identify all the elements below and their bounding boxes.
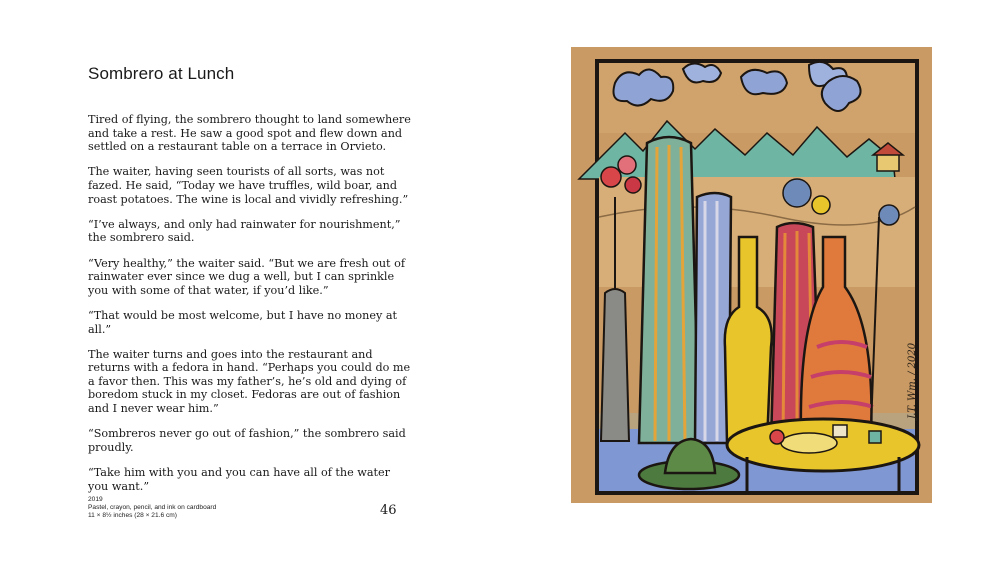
page-number: 46	[380, 503, 397, 518]
paragraph: “Sombreros never go out of fashion,” the sombrero said proudly.	[88, 427, 406, 454]
story-text	[88, 113, 412, 505]
paragraph: “Very healthy,” the waiter said. “But we are fresh out of rainwater ever since we dug a well, but I can sprinkle you with some of that water, if you’d like.”	[88, 256, 405, 297]
paragraph: The waiter, having seen tourists of all sorts, was not fazed. He said, “Today we have truffles, wild boar, and roast potatoes. The wine is local and vividly refreshing.”	[88, 165, 409, 206]
paragraph: “That would be most welcome, but I have no money at all.”	[88, 308, 397, 336]
artwork-illustration	[571, 47, 932, 503]
paragraph: Tired of flying, the sombrero thought to land somewhere and take a rest. He saw a good spot and flew down and settled on a restaurant table on a terrace in Orvieto.	[88, 113, 411, 154]
paragraph: The waiter turns and goes into the restaurant and returns with a fedora in hand. “Perhaps you could do me a favor then. This was my father’s, he’s old and dying of boredom stuck in my closet. Fedoras are out of fashion and I never wear him.”	[88, 347, 411, 416]
stone-pillar	[601, 289, 629, 441]
caption-year: 2019	[88, 496, 103, 503]
paragraph: “I’ve always, and only had rainwater for nourishment,” the sombrero said.	[88, 217, 401, 245]
artist-signature: J.T. Wm. / 2020	[907, 342, 918, 419]
caption-dimensions: 11 × 8½ inches (28 × 21.6 cm)	[88, 512, 177, 519]
paragraph: “Take him with you and you can have all of the water you want.”	[88, 466, 390, 493]
page-title: Sombrero at Lunch	[88, 64, 235, 83]
artwork-caption	[88, 496, 216, 520]
caption-medium: Pastel, crayon, pencil, and ink on cardboard	[88, 504, 217, 511]
